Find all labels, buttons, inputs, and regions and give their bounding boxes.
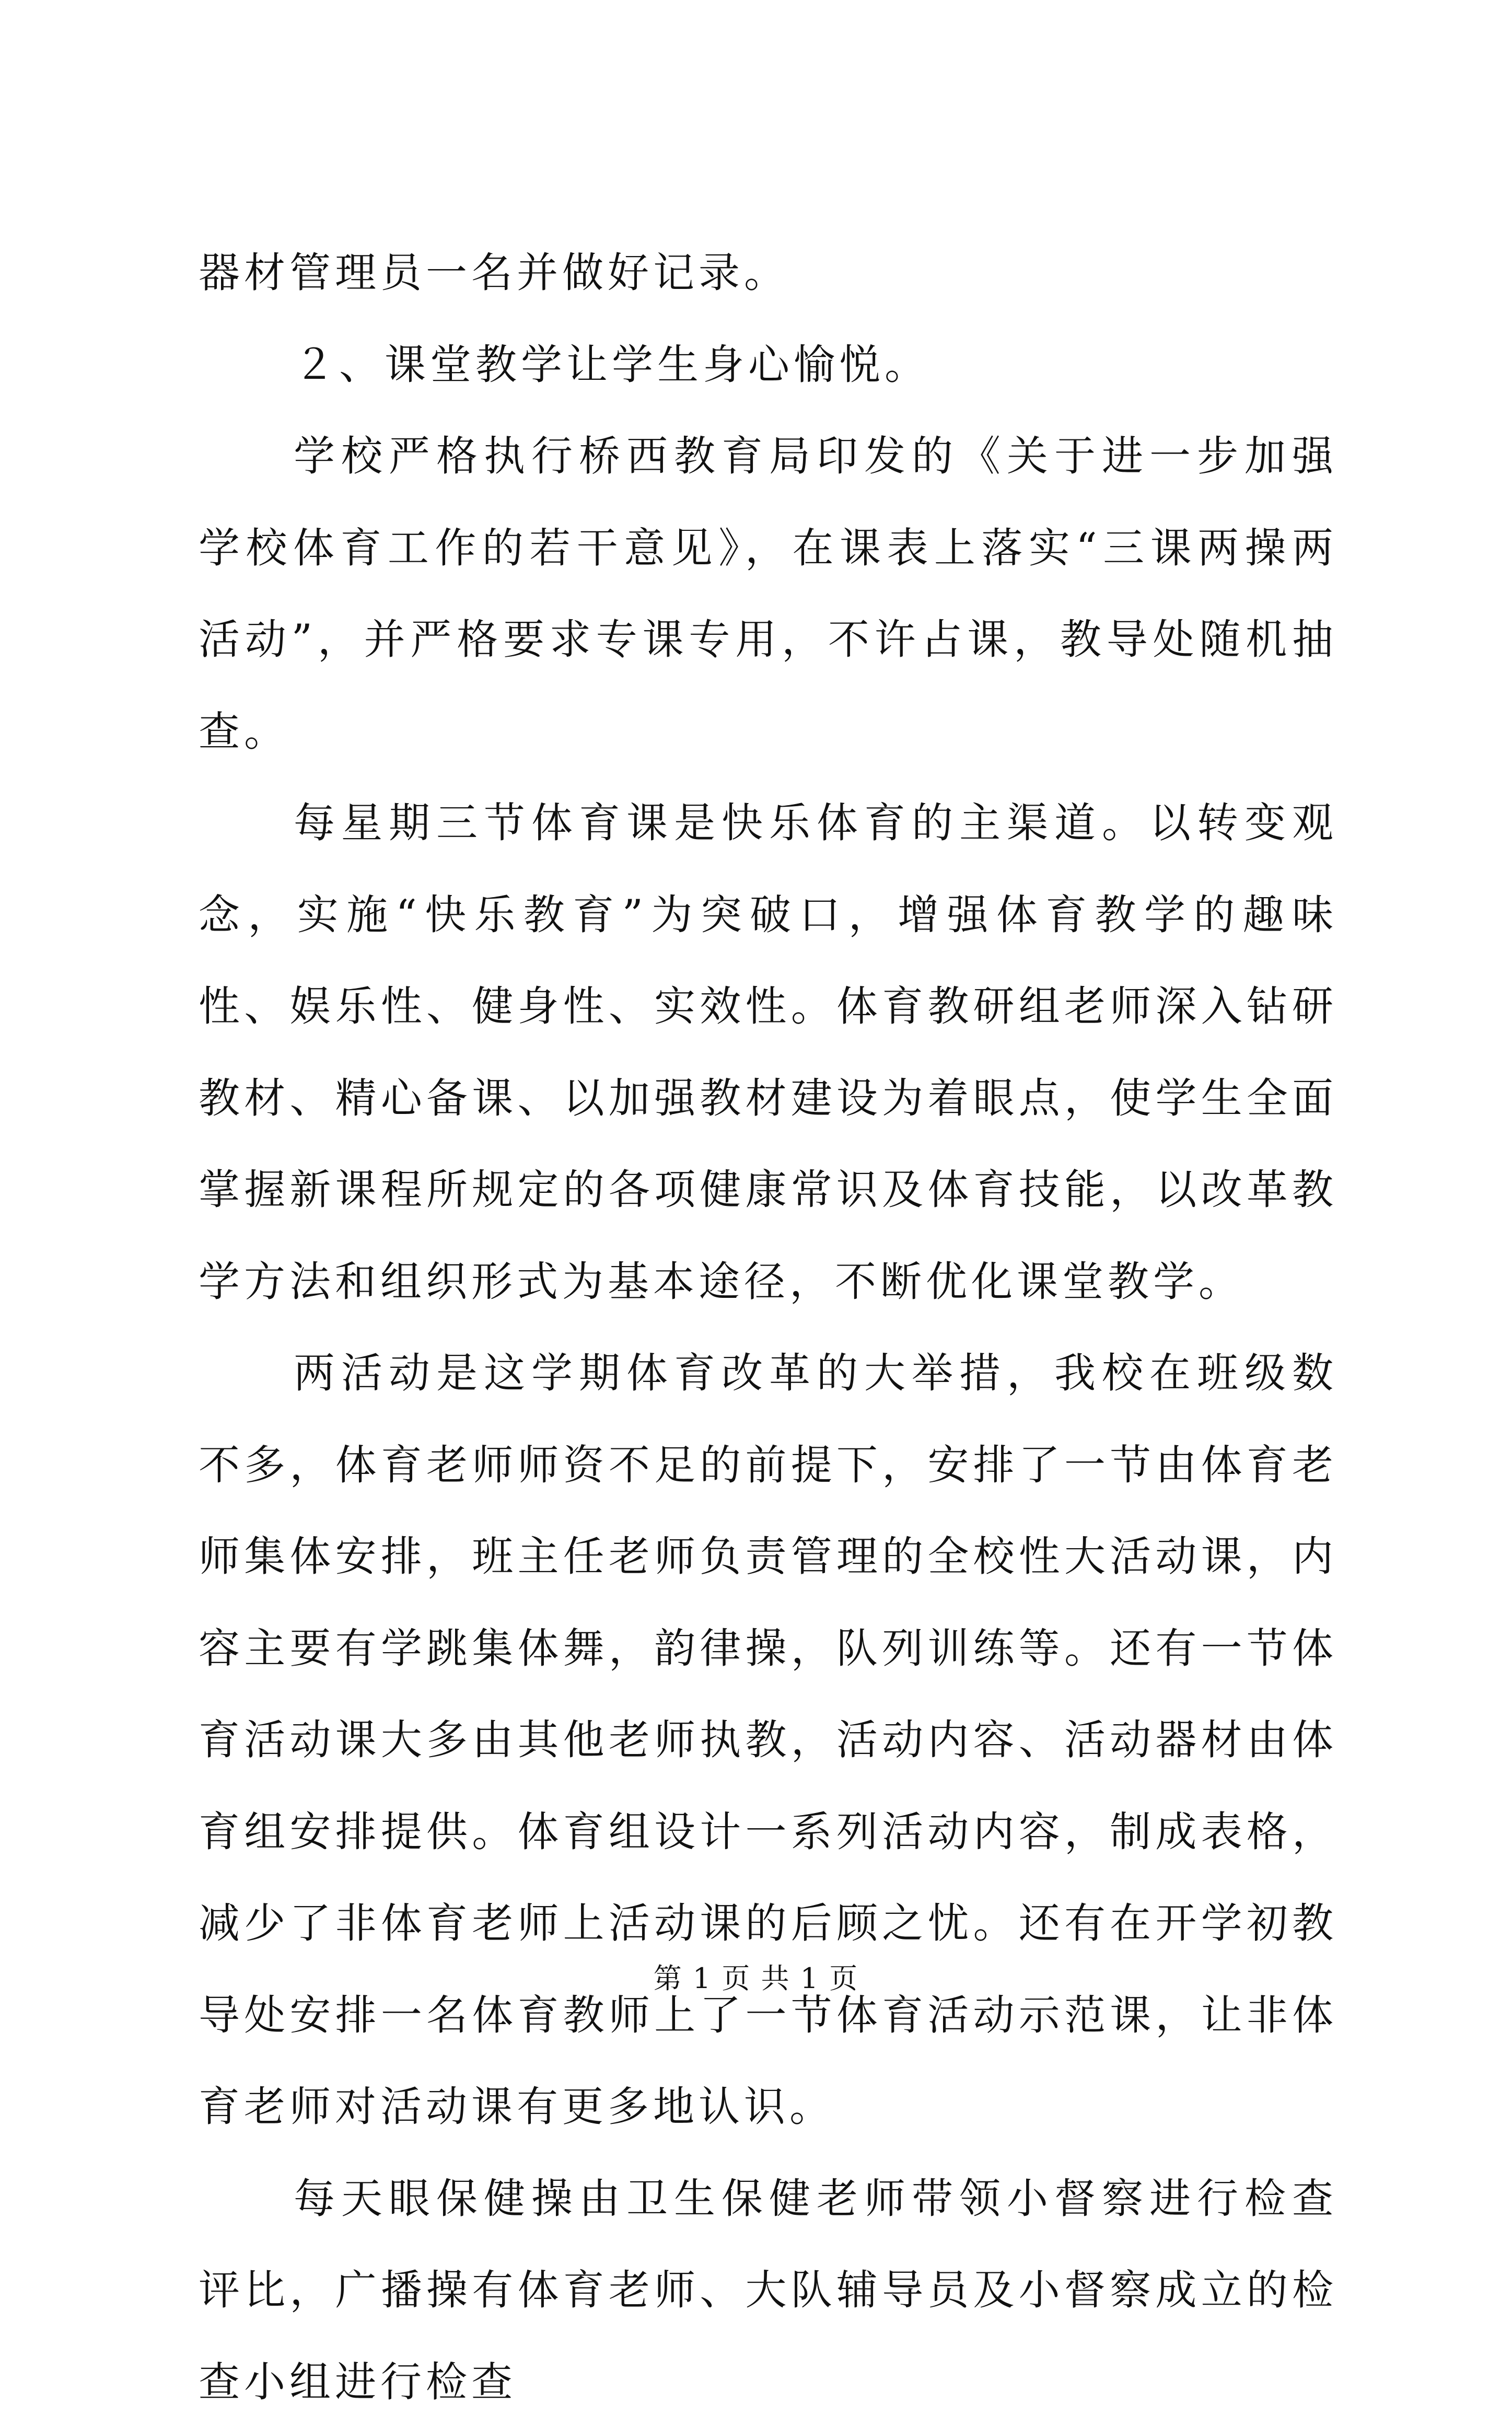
paragraph: 学校严格执行桥西教育局印发的《关于进一步加强学校体育工作的若干意见》，在课表上落实“三课两操两活动”，并严格要求专课专用，不许占课，教导处随机抽查。 xyxy=(199,411,1337,777)
paragraph-heading-2: ２、课堂教学让学生身心愉悦。 xyxy=(199,319,1337,411)
paragraph: 每天眼保健操由卫生保健老师带领小督察进行检查评比，广播操有体育老师、大队辅导员及小督察成立的检查小组进行检查 xyxy=(199,2153,1337,2428)
paragraph: 每星期三节体育课是快乐体育的主渠道。以转变观念，实施“快乐教育”为突破口，增强体育教学的趣味性、娱乐性、健身性、实效性。体育教研组老师深入钻研教材、精心备课、以加强教材建设为着眼点，使学生全面掌握新课程所规定的各项健康常识及体育技能，以改革教学方法和组织形式为基本途径，不断优化课堂教学。 xyxy=(199,777,1337,1328)
paragraph-continuation: 器材管理员一名并做好记录。 xyxy=(199,227,1337,319)
document-body xyxy=(199,227,1337,2428)
paragraph: 两活动是这学期体育改革的大举措，我校在班级数不多，体育老师师资不足的前提下，安排了一节由体育老师集体安排，班主任老师负责管理的全校性大活动课，内容主要有学跳集体舞，韵律操，队列训练等。还有一节体育活动课大多由其他老师执教，活动内容、活动器材由体育组安排提供。体育组设计一系列活动内容，制成表格，减少了非体育老师上活动课的后顾之忧。还有在开学初教导处安排一名体育教师上了一节体育活动示范课，让非体育老师对活动课有更多地认识。 xyxy=(199,1328,1337,2153)
page-footer: 第 1 页 共 1 页 xyxy=(0,1960,1512,1997)
